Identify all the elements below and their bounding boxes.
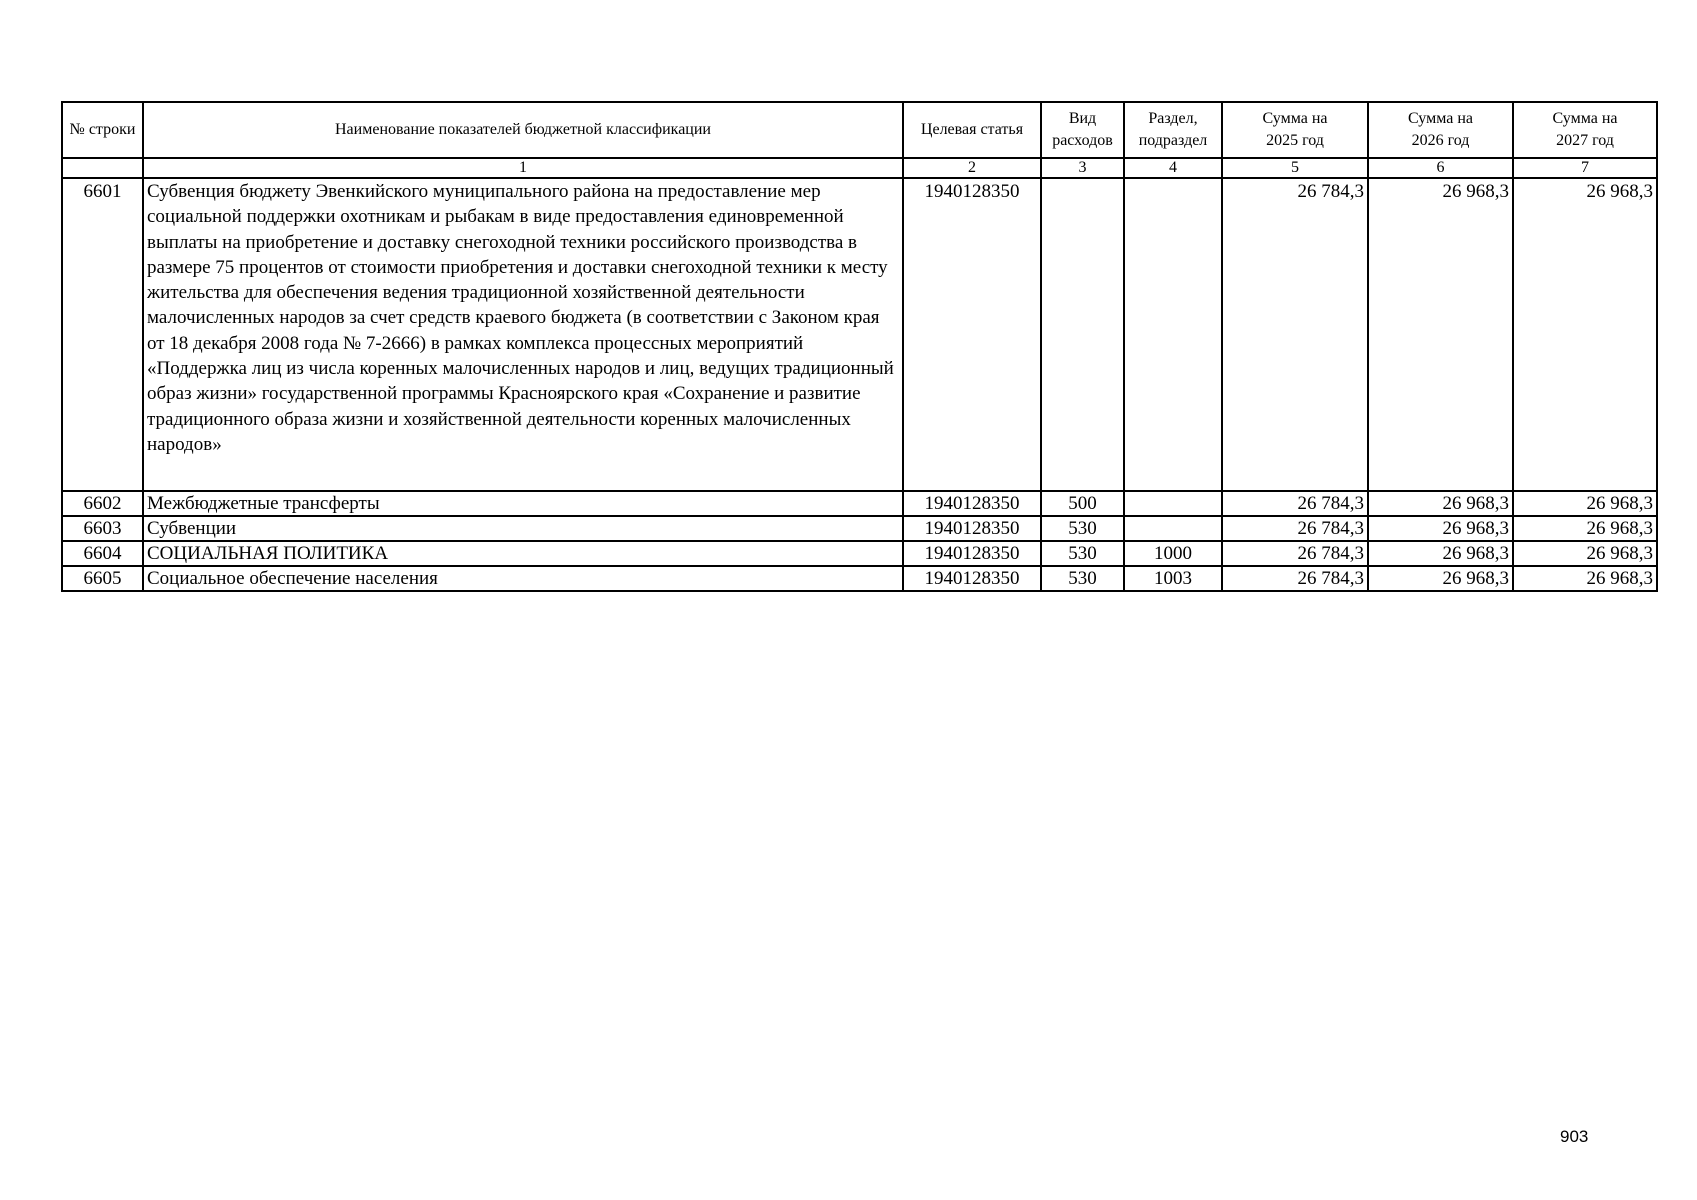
row-target: 1940128350	[903, 491, 1041, 516]
row-sum-2027: 26 968,3	[1513, 566, 1657, 591]
row-target: 1940128350	[903, 178, 1041, 491]
column-number: 4	[1124, 158, 1222, 178]
column-number: 1	[143, 158, 903, 178]
row-section	[1124, 178, 1222, 491]
row-name: Социальное обеспечение населения	[143, 566, 903, 591]
row-name: СОЦИАЛЬНАЯ ПОЛИТИКА	[143, 541, 903, 566]
header-name: Наименование показателей бюджетной классификации	[143, 102, 903, 158]
header-sum-2025: Сумма на 2025 год	[1222, 102, 1368, 158]
row-sum-2026: 26 968,3	[1368, 491, 1513, 516]
row-target: 1940128350	[903, 516, 1041, 541]
row-sum-2026: 26 968,3	[1368, 516, 1513, 541]
row-kind: 500	[1041, 491, 1124, 516]
row-section: 1003	[1124, 566, 1222, 591]
table-row	[62, 566, 1657, 591]
column-number	[62, 158, 143, 178]
row-sum-2027: 26 968,3	[1513, 541, 1657, 566]
table-row	[62, 541, 1657, 566]
row-sum-2026: 26 968,3	[1368, 178, 1513, 491]
row-sum-2025: 26 784,3	[1222, 178, 1368, 491]
row-number: 6603	[62, 516, 143, 541]
row-kind: 530	[1041, 516, 1124, 541]
row-name: Субвенция бюджету Эвенкийского муниципального района на предоставление мер социальной поддержки охотникам и рыбакам в виде предоставления единовременной выплаты на приобретение и доставку снегоходной техники российского производства в размере 75 процентов от стоимости приобретения и доставки снегоходной техники к месту жительства для обеспечения ведения традиционной хозяйственной деятельности малочисленных народов за счет средств краевого бюджета (в соответствии с Законом края от 18 декабря 2008 года № 7-2666) в рамках комплекса процессных мероприятий «Поддержка лиц из числа коренных малочисленных народов и лиц, ведущих традиционный образ жизни» государственной программы Красноярского края «Сохранение и развитие традиционного образа жизни и хозяйственной деятельности коренных малочисленных народов»	[143, 178, 903, 491]
row-section	[1124, 516, 1222, 541]
column-number: 2	[903, 158, 1041, 178]
column-number-row	[62, 158, 1657, 178]
row-target: 1940128350	[903, 541, 1041, 566]
table-row	[62, 491, 1657, 516]
row-sum-2025: 26 784,3	[1222, 491, 1368, 516]
row-number: 6602	[62, 491, 143, 516]
row-kind: 530	[1041, 566, 1124, 591]
header-row	[62, 102, 1657, 158]
row-sum-2027: 26 968,3	[1513, 178, 1657, 491]
row-section	[1124, 491, 1222, 516]
row-sum-2026: 26 968,3	[1368, 566, 1513, 591]
budget-table	[61, 101, 1658, 592]
row-sum-2025: 26 784,3	[1222, 516, 1368, 541]
row-sum-2026: 26 968,3	[1368, 541, 1513, 566]
column-number: 6	[1368, 158, 1513, 178]
header-row-no: № строки	[62, 102, 143, 158]
row-name: Субвенции	[143, 516, 903, 541]
row-section: 1000	[1124, 541, 1222, 566]
page-number: 903	[1560, 1127, 1589, 1146]
row-sum-2025: 26 784,3	[1222, 566, 1368, 591]
table-row	[62, 178, 1657, 491]
column-number: 3	[1041, 158, 1124, 178]
row-kind: 530	[1041, 541, 1124, 566]
header-sum-2027: Сумма на 2027 год	[1513, 102, 1657, 158]
row-sum-2025: 26 784,3	[1222, 541, 1368, 566]
header-target: Целевая статья	[903, 102, 1041, 158]
row-sum-2027: 26 968,3	[1513, 491, 1657, 516]
header-section: Раздел, подраздел	[1124, 102, 1222, 158]
header-kind: Вид расходов	[1041, 102, 1124, 158]
column-number: 5	[1222, 158, 1368, 178]
row-number: 6604	[62, 541, 143, 566]
header-sum-2026: Сумма на 2026 год	[1368, 102, 1513, 158]
row-sum-2027: 26 968,3	[1513, 516, 1657, 541]
column-number: 7	[1513, 158, 1657, 178]
row-name: Межбюджетные трансферты	[143, 491, 903, 516]
row-number: 6605	[62, 566, 143, 591]
row-number: 6601	[62, 178, 143, 491]
table-row	[62, 516, 1657, 541]
row-kind	[1041, 178, 1124, 491]
row-target: 1940128350	[903, 566, 1041, 591]
